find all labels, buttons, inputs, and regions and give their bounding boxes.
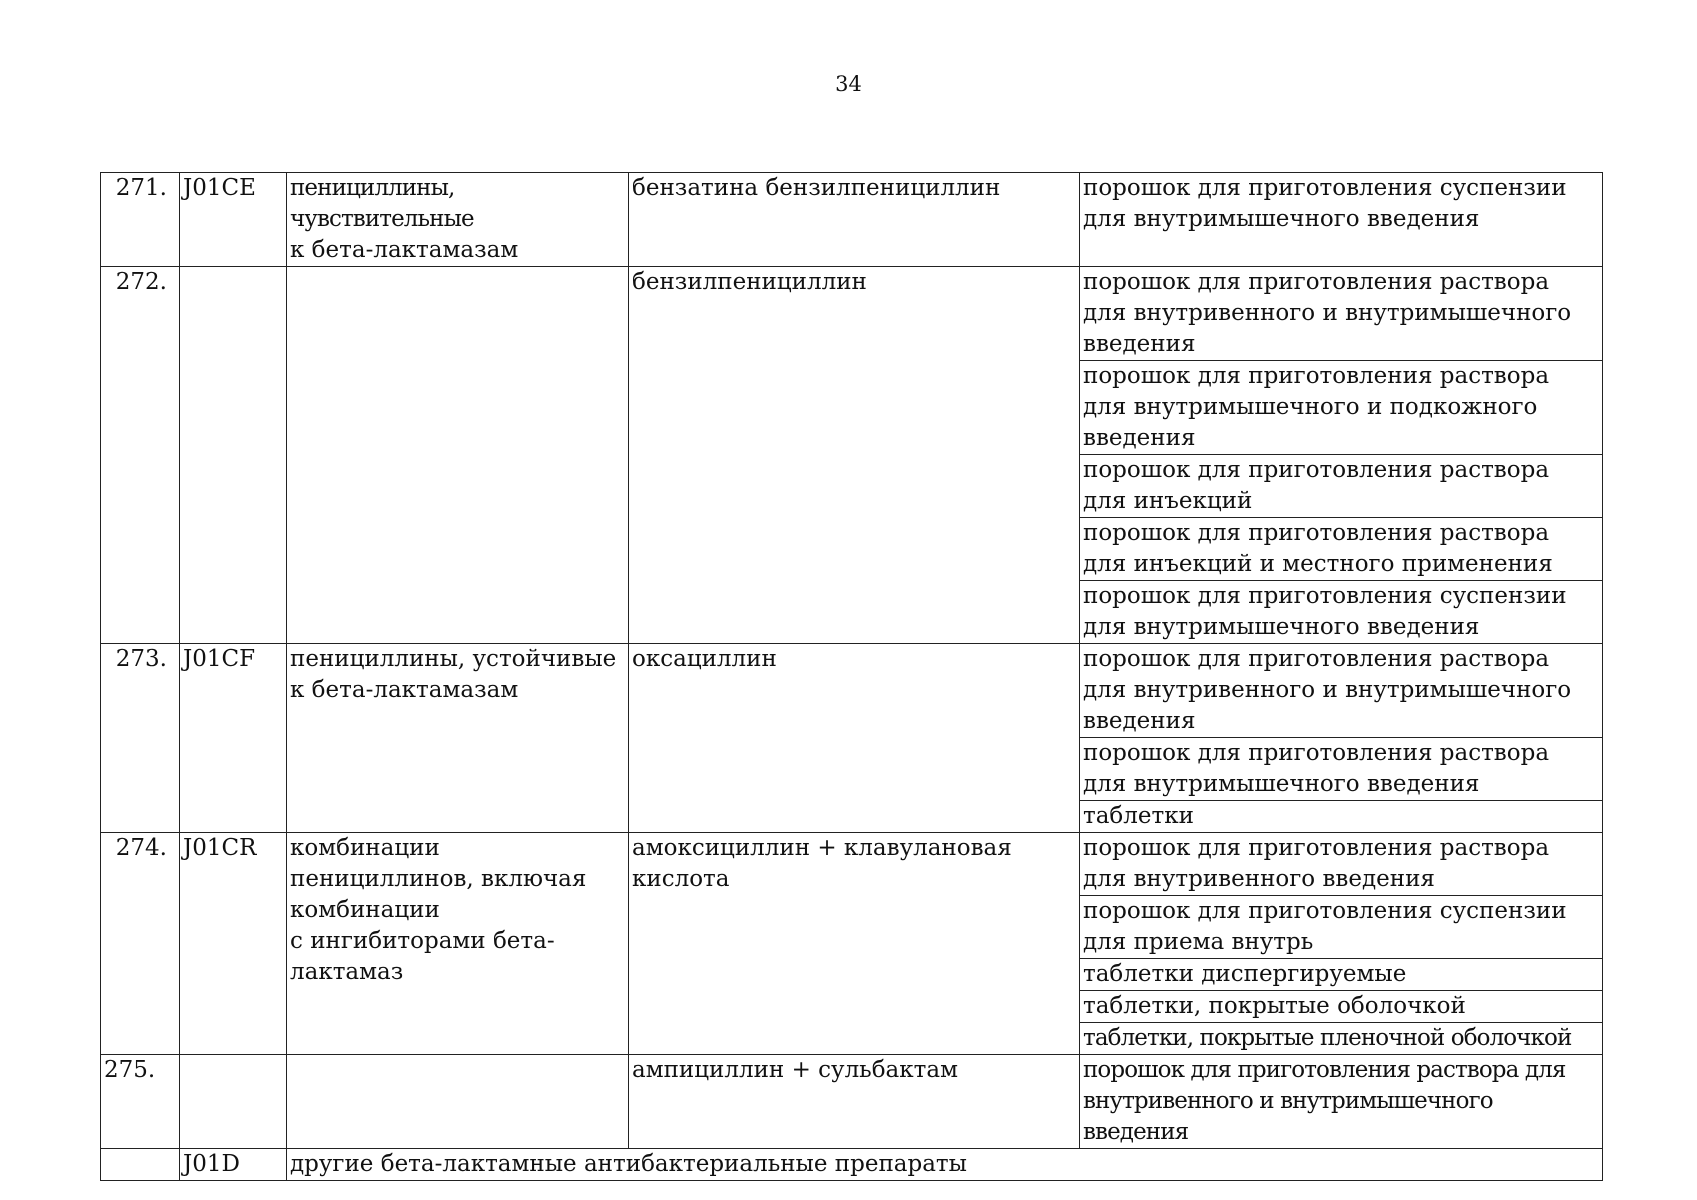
pharmacological-group [287,267,629,644]
atc-code: J01D [180,1149,287,1181]
page-number: 34 [835,72,862,96]
row-number: 271. [101,173,180,267]
atc-code: J01CR [180,833,287,1055]
dosage-form: таблетки диспергируемые [1080,959,1603,991]
atc-code: J01CF [180,644,287,833]
group-heading: другие бета-лактамные антибактериальные препараты [287,1149,1603,1181]
drug-name: ампициллин + сульбактам [629,1055,1080,1149]
pharmacological-group: пенициллины, устойчивые к бета-лактамазам [287,644,629,833]
drug-list-table [100,172,1603,1181]
drug-name: бензатина бензилпенициллин [629,173,1080,267]
dosage-form: порошок для приготовления раствора для внутривенного и внутримышечного введения [1080,644,1603,738]
pharmacological-group: комбинации пенициллинов, включая комбинации с ингибиторами бета- лактамаз [287,833,629,1055]
atc-code [180,267,287,644]
dosage-form: порошок для приготовления раствора для внутривенного введения [1080,833,1603,896]
row-number: 272. [101,267,180,644]
table-row [101,644,1603,738]
dosage-form: порошок для приготовления раствора для инъекций и местного применения [1080,518,1603,581]
table-row [101,1055,1603,1149]
drug-name: амоксициллин + клавулановая кислота [629,833,1080,1055]
dosage-form: порошок для приготовления раствора для внутривенного и внутримышечного введения [1080,1055,1603,1149]
dosage-form: таблетки, покрытые оболочкой [1080,991,1603,1023]
atc-code: J01CE [180,173,287,267]
table-row [101,833,1603,896]
pharmacological-group [287,173,629,267]
dosage-form: порошок для приготовления раствора для инъекций [1080,455,1603,518]
row-number: 275. [101,1055,180,1149]
atc-code [180,1055,287,1149]
row-number: 273. [101,644,180,833]
table-row [101,1149,1603,1181]
group-line: к бета-лактамазам [290,237,519,263]
table-row [101,267,1603,361]
dosage-form: порошок для приготовления раствора для внутримышечного введения [1080,738,1603,801]
dosage-form: порошок для приготовления раствора для внутривенного и внутримышечного введения [1080,267,1603,361]
dosage-form: порошок для приготовления суспензии для внутримышечного введения [1080,581,1603,644]
dosage-form: порошок для приготовления суспензии для внутримышечного введения [1080,173,1603,267]
group-line: пенициллины, чувствительные [290,175,474,232]
table-row [101,173,1603,267]
dosage-form: порошок для приготовления раствора для внутримышечного и подкожного введения [1080,361,1603,455]
drug-name: бензилпенициллин [629,267,1080,644]
dosage-form: порошок для приготовления суспензии для приема внутрь [1080,896,1603,959]
pharmacological-group [287,1055,629,1149]
row-number [101,1149,180,1181]
dosage-form: таблетки, покрытые пленочной оболочкой [1080,1023,1603,1055]
drug-name: оксациллин [629,644,1080,833]
row-number: 274. [101,833,180,1055]
dosage-form: таблетки [1080,801,1603,833]
